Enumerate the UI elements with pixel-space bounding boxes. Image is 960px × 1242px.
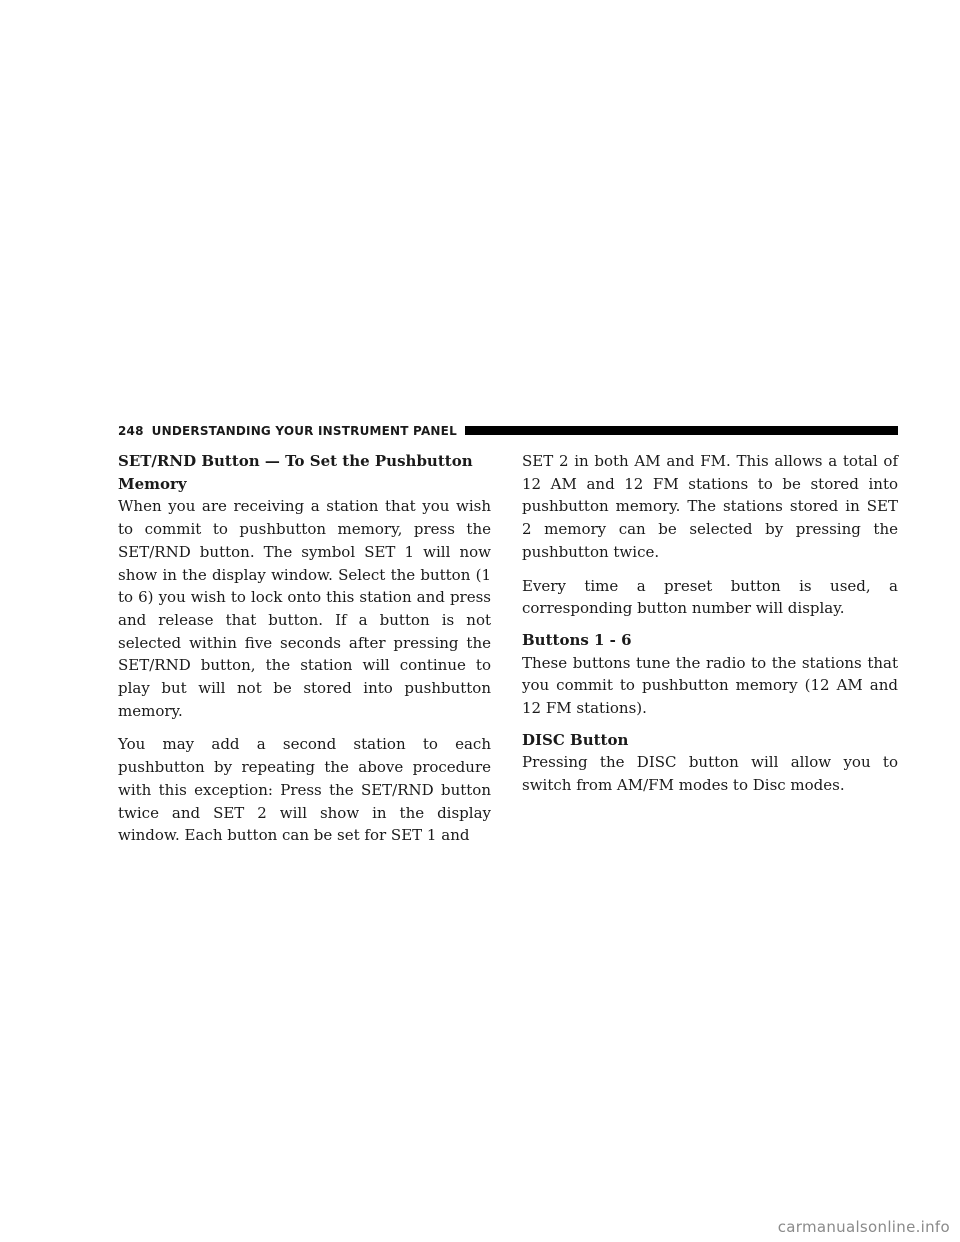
footer-watermark: carmanualsonline.info: [777, 1218, 950, 1236]
heading-buttons-1-6: Buttons 1 - 6: [522, 630, 632, 649]
paragraph-preset-display: Every time a preset button is used, a corresponding button number will display.: [522, 576, 898, 618]
paragraph-second-station: You may add a second station to each pushbutton by repeating the above procedure with this exception: Press the SET/RND button twice and SET 2 will show in the display window. Each button can be set for SET 1 and: [118, 735, 491, 845]
section-title: UNDERSTANDING YOUR INSTRUMENT PANEL: [151, 423, 457, 438]
paragraph-set-2-continued: SET 2 in both AM and FM. This allows a total of 12 AM and 12 FM stations to be stored into pushbutton memory. The stations stored in SET 2 memory can be selected by pressing the pushbutton twice.: [522, 452, 898, 561]
header-rule: [465, 426, 898, 435]
left-column: [118, 450, 491, 858]
paragraph-set-rnd-instructions: When you are receiving a station that you wish to commit to pushbutton memory, press the SET/RND button. The symbol SET 1 will now show in the display window. Select the button (1 to 6) you wish to lock onto this station and press and release that button. If a button is not selected within five seconds after pressing the SET/RND button, the station will continue to play but will not be stored into pushbutton memory.: [118, 497, 491, 720]
page-number: 248: [118, 423, 144, 438]
right-column: [522, 450, 898, 808]
paragraph-buttons-1-6: These buttons tune the radio to the stations that you commit to pushbutton memory (12 AM and 12 FM stations).: [522, 653, 898, 718]
paragraph-disc-button: Pressing the DISC button will allow you to switch from AM/FM modes to Disc modes.: [522, 753, 898, 795]
page-header: [118, 424, 898, 437]
heading-set-rnd-button: SET/RND Button — To Set the Pushbutton Memory: [118, 452, 473, 493]
heading-disc-button: DISC Button: [522, 730, 629, 749]
